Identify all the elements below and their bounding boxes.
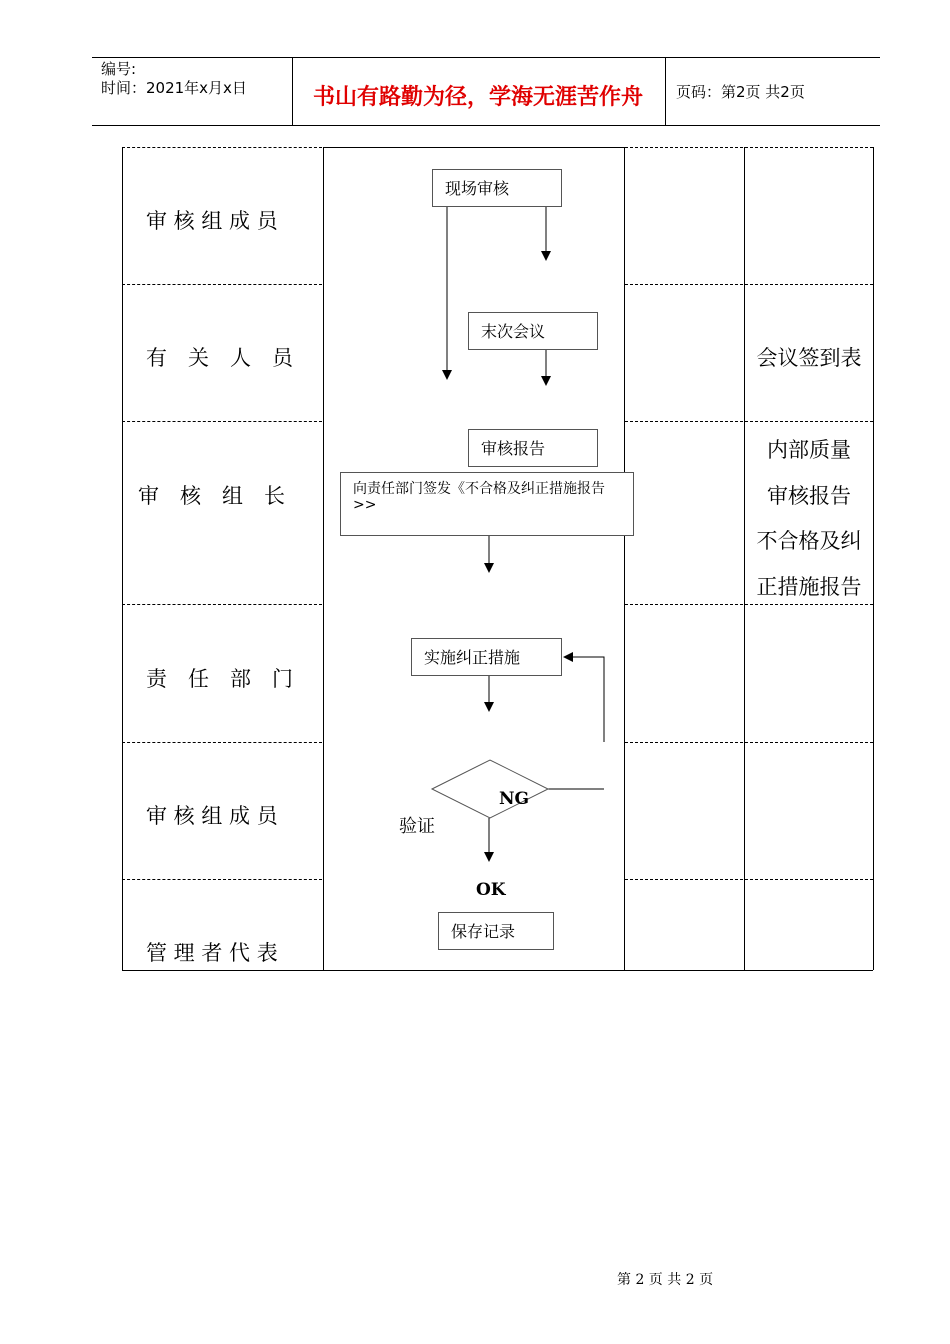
role-audit-team-member: 审 核 组 成 员 <box>146 209 278 233</box>
record-line: 审核报告 <box>767 484 851 508</box>
flow-box-closing-meeting: 末次会议 <box>468 312 598 350</box>
footer-page-number: 第 2 页 共 2 页 <box>617 1272 714 1288</box>
verify-label: 验证 <box>399 816 435 837</box>
header-motto: 书山有路勤为径，学海无涯苦作舟 <box>313 84 644 110</box>
flow-box-onsite-audit: 现场审核 <box>432 169 562 207</box>
record-line: 正措施报告 <box>756 575 862 599</box>
ng-loop-return <box>568 657 604 742</box>
serial-number-label: 编号: <box>101 60 137 78</box>
flow-box-implement-corrective-action: 实施纠正措施 <box>411 638 562 676</box>
record-meeting-sign-in-sheet: 会议签到表 <box>756 346 862 370</box>
flow-box-issue-nonconformity-report: 向责任部门签发《不合格及纠正措施报告>> <box>340 472 634 536</box>
role-responsible-department: 责 任 部 门 <box>146 667 293 691</box>
verify-decision-diamond <box>432 760 548 818</box>
ng-label: NG <box>499 789 530 809</box>
ok-label: OK <box>476 880 506 900</box>
role-related-personnel: 有 关 人 员 <box>146 346 293 370</box>
role-audit-team-member-2: 审 核 组 成 员 <box>146 804 278 828</box>
role-audit-team-leader: 审 核 组 长 <box>138 484 285 508</box>
time-label: 时间：2021年x月x日 <box>101 79 247 97</box>
record-line: 不合格及纠 <box>756 529 862 553</box>
record-line: 内部质量 <box>767 438 851 462</box>
flow-box-audit-report: 审核报告 <box>468 429 598 467</box>
flow-box-save-records: 保存记录 <box>438 912 554 950</box>
role-management-representative: 管 理 者 代 表 <box>146 941 278 965</box>
page-number-label: 页码：第2页 共2页 <box>676 83 805 101</box>
